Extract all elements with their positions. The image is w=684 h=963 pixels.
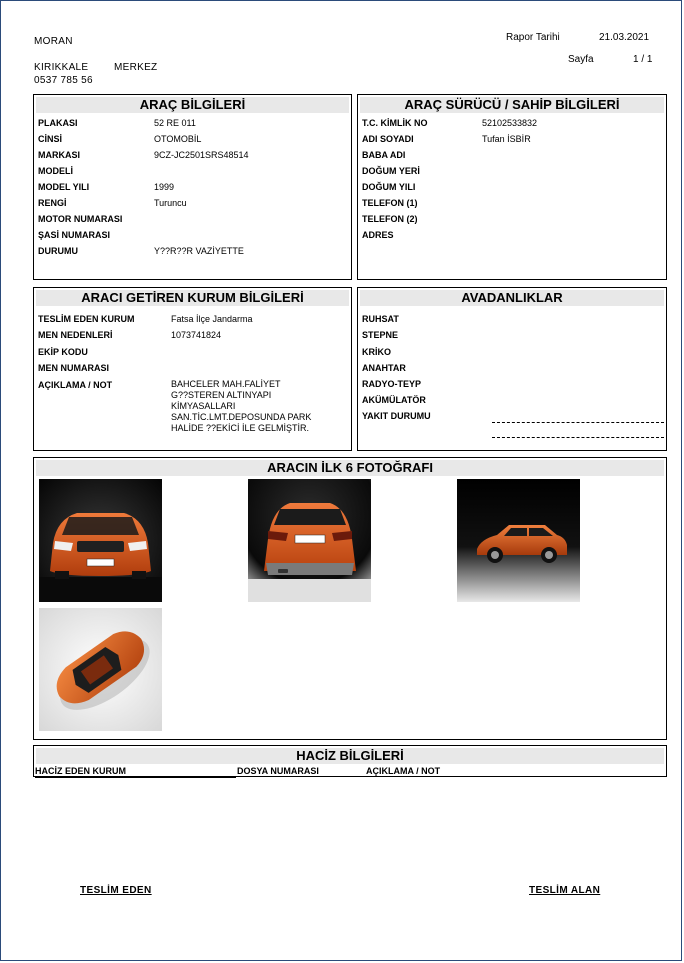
vehicle-value: 52 RE 011 bbox=[154, 118, 196, 128]
equipment-item: YAKIT DURUMU bbox=[362, 411, 431, 421]
driver-info-title: ARAÇ SÜRÜCÜ / SAHİP BİLGİLERİ bbox=[360, 97, 664, 113]
vehicle-label: PLAKASI bbox=[38, 118, 78, 128]
equipment-item: KRİKO bbox=[362, 347, 391, 357]
vehicle-label: MOTOR NUMARASI bbox=[38, 214, 123, 224]
company-name: MORAN bbox=[34, 36, 73, 47]
equipment-title: AVADANLIKLAR bbox=[360, 290, 664, 306]
vehicle-info-box bbox=[33, 94, 352, 280]
lien-box bbox=[33, 745, 667, 777]
vehicle-value: OTOMOBİL bbox=[154, 134, 202, 144]
vehicle-label: MARKASI bbox=[38, 150, 80, 160]
photos-box bbox=[33, 457, 667, 740]
equipment-box bbox=[357, 287, 667, 451]
vehicle-photo-top[interactable] bbox=[39, 608, 162, 731]
lien-title: HACİZ BİLGİLERİ bbox=[36, 748, 664, 764]
equipment-item: ANAHTAR bbox=[362, 363, 406, 373]
driver-label: BABA ADI bbox=[362, 150, 406, 160]
institution-value: 1073741824 bbox=[171, 330, 222, 340]
vehicle-label: RENGİ bbox=[38, 198, 67, 208]
company-city: KIRIKKALE bbox=[34, 62, 89, 73]
vehicle-info-title: ARAÇ BİLGİLERİ bbox=[36, 97, 349, 113]
lien-col-note: AÇIKLAMA / NOT bbox=[366, 766, 441, 776]
lien-col-file-number: DOSYA NUMARASI bbox=[237, 766, 319, 776]
driver-label: ADI SOYADI bbox=[362, 134, 414, 144]
equipment-item: AKÜMÜLATÖR bbox=[362, 395, 426, 405]
driver-label: ADRES bbox=[362, 230, 394, 240]
institution-label: MEN NUMARASI bbox=[38, 363, 109, 373]
note-value: BAHCELER MAH.FALİYET G??STEREN ALTINYAPI KİMYASALLARI SAN.TİC.LMT.DEPOSUNDA PARK HALİDE ??EKİCİ İLE GELMİŞTİR. bbox=[171, 379, 312, 433]
fuel-line-1 bbox=[492, 422, 664, 423]
institution-value: Fatsa İlçe Jandarma bbox=[171, 314, 253, 324]
vehicle-label: DURUMU bbox=[38, 246, 78, 256]
driver-label: T.C. KİMLİK NO bbox=[362, 118, 428, 128]
company-district: MERKEZ bbox=[114, 62, 158, 73]
driver-label: DOĞUM YILI bbox=[362, 182, 416, 192]
equipment-item: RADYO-TEYP bbox=[362, 379, 422, 389]
driver-value: Tufan İSBİR bbox=[482, 134, 531, 144]
institution-label: MEN NEDENLERİ bbox=[38, 330, 113, 340]
fuel-line-2 bbox=[492, 437, 664, 438]
vehicle-value: 9CZ-JC2501SRS48514 bbox=[154, 150, 249, 160]
vehicle-label: MODEL YILI bbox=[38, 182, 90, 192]
report-date-label: Rapor Tarihi bbox=[506, 32, 560, 43]
equipment-item: RUHSAT bbox=[362, 314, 399, 324]
institution-label: TESLİM EDEN KURUM bbox=[38, 314, 135, 324]
page-label: Sayfa bbox=[568, 54, 594, 65]
driver-label: DOĞUM YERİ bbox=[362, 166, 420, 176]
vehicle-value: Y??R??R VAZİYETTE bbox=[154, 246, 244, 256]
receiver-signature-label: TESLİM ALAN bbox=[529, 885, 601, 896]
driver-label: TELEFON (2) bbox=[362, 214, 418, 224]
vehicle-label: MODELİ bbox=[38, 166, 73, 176]
vehicle-value: 1999 bbox=[154, 182, 175, 192]
note-label: AÇIKLAMA / NOT bbox=[38, 380, 113, 390]
vehicle-label: ŞASİ NUMARASI bbox=[38, 230, 111, 240]
driver-label: TELEFON (1) bbox=[362, 198, 418, 208]
vehicle-label: CİNSİ bbox=[38, 134, 63, 144]
equipment-item: STEPNE bbox=[362, 330, 399, 340]
driver-value: 52102533832 bbox=[482, 118, 538, 128]
vehicle-photo-rear[interactable] bbox=[248, 479, 371, 602]
vehicle-photo-side[interactable] bbox=[457, 479, 580, 602]
vehicle-value: Turuncu bbox=[154, 198, 187, 208]
vehicle-photo-front[interactable] bbox=[39, 479, 162, 602]
driver-info-box bbox=[357, 94, 667, 280]
lien-col-institution: HACİZ EDEN KURUM bbox=[35, 765, 236, 778]
page-number: 1 / 1 bbox=[633, 54, 653, 65]
institution-info-title: ARACI GETİREN KURUM BİLGİLERİ bbox=[36, 290, 349, 306]
report-date: 21.03.2021 bbox=[599, 32, 650, 43]
company-phone: 0537 785 56 bbox=[34, 75, 93, 86]
deliverer-signature-label: TESLİM EDEN bbox=[80, 885, 152, 896]
institution-info-box bbox=[33, 287, 352, 451]
photos-title: ARACIN İLK 6 FOTOĞRAFI bbox=[36, 460, 664, 476]
institution-label: EKİP KODU bbox=[38, 347, 88, 357]
